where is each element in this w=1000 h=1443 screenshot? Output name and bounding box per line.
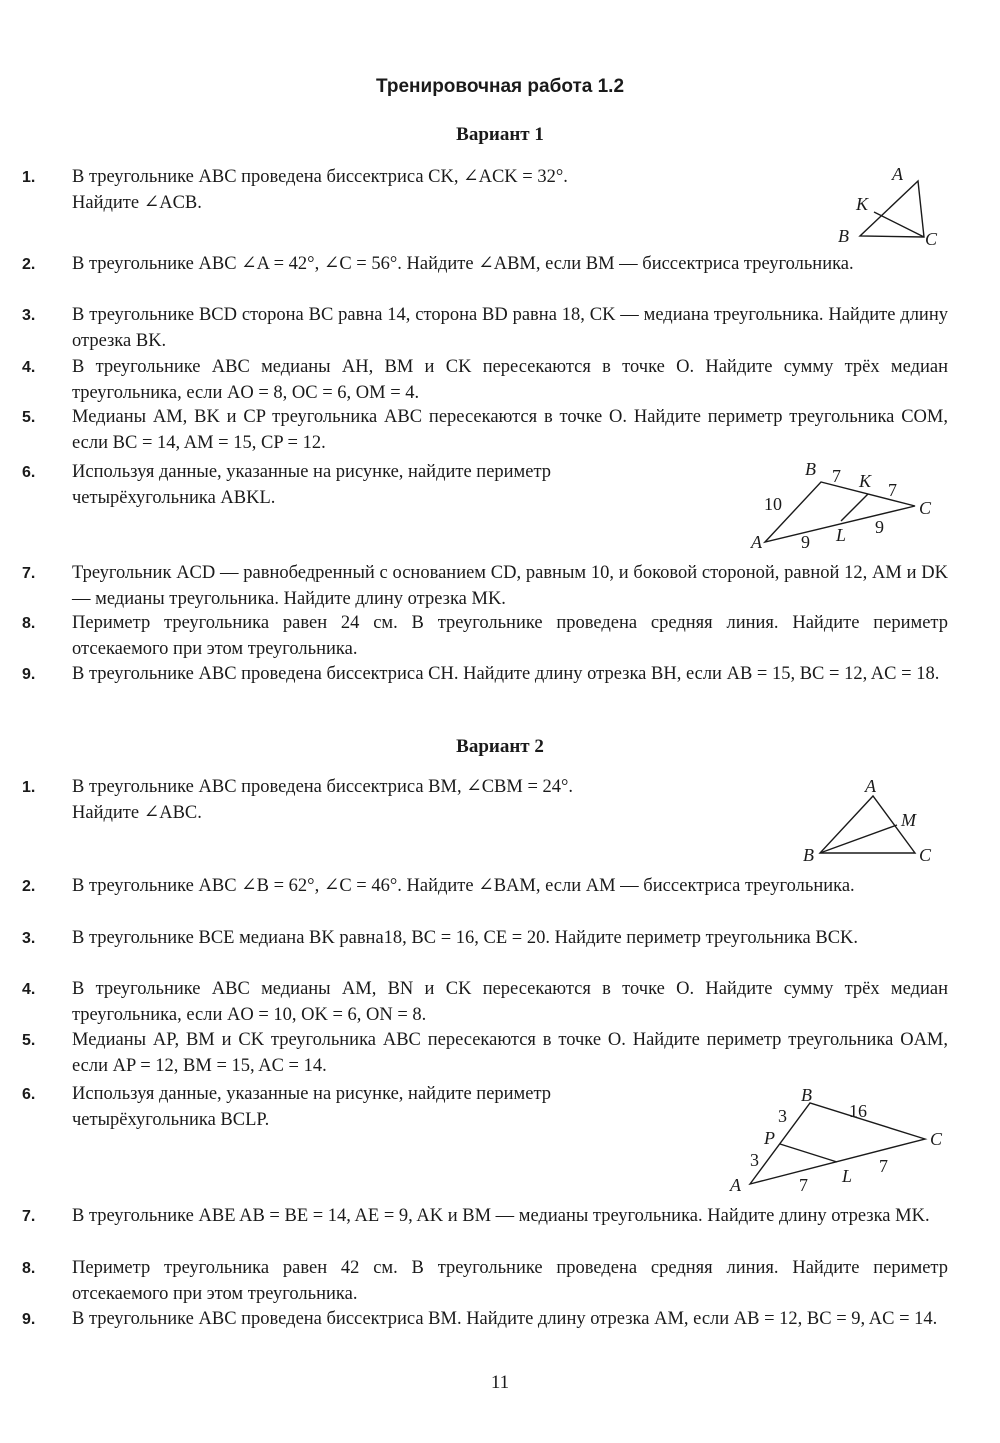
bisector-ck bbox=[874, 212, 924, 237]
problem-text: Медианы AM, BK и CP треугольника ABC пересекаются в точке O. Найдите периметр треугольника COM, если BC = 14, AM = 15, CP = 12. bbox=[72, 407, 948, 453]
label-lc: 7 bbox=[879, 1156, 888, 1176]
label-b: B bbox=[801, 1085, 812, 1105]
problem-number: 2. bbox=[22, 256, 36, 273]
label-bp: 3 bbox=[778, 1106, 787, 1126]
problem-text: В треугольнике ABC проведена биссектриса CH. Найдите длину отрезка BH, если AB = 15, BC = 12, AC = 18. bbox=[72, 664, 940, 684]
problem-number: 1. bbox=[22, 169, 36, 186]
label-kc: 7 bbox=[888, 480, 897, 500]
problem-number: 6. bbox=[22, 1086, 36, 1103]
label-bc: 16 bbox=[849, 1101, 867, 1121]
problem-number: 2. bbox=[22, 878, 36, 895]
label-bk: 7 bbox=[832, 466, 841, 486]
label-a: A bbox=[865, 776, 876, 796]
bisector-bm bbox=[820, 825, 897, 853]
label-al: 7 bbox=[799, 1175, 808, 1195]
problem-number: 5. bbox=[22, 1032, 36, 1049]
problem-text-line: Используя данные, указанные на рисунке, найдите периметр bbox=[72, 1084, 552, 1104]
label-b: B bbox=[803, 845, 814, 865]
label-k: K bbox=[856, 194, 869, 214]
problem-number: 7. bbox=[22, 1208, 36, 1225]
problem-text: В треугольнике BCD сторона BC равна 14, сторона BD равна 18, CK — медиана треугольника. Найдите длину отрезка BK. bbox=[72, 305, 948, 351]
problem-text-line: четырёхугольника BCLP. bbox=[72, 1109, 270, 1130]
label-b: B bbox=[838, 226, 849, 246]
problem-text: В треугольнике ABE AB = BE = 14, AE = 9, AK и BM — медианы треугольника. Найдите длину отрезка MK. bbox=[72, 1206, 930, 1226]
page-title: Тренировочная работа 1.2 bbox=[375, 76, 625, 97]
problem-text-line: Найдите ∠ACB. bbox=[72, 192, 202, 213]
problem-number: 8. bbox=[22, 1260, 36, 1277]
label-ab: 10 bbox=[764, 494, 782, 514]
segment-kl bbox=[841, 494, 868, 521]
problem-text-line: Найдите ∠ABC. bbox=[72, 802, 202, 823]
problem-number: 7. bbox=[22, 565, 36, 582]
label-c: C bbox=[919, 845, 932, 865]
label-lc: 9 bbox=[875, 517, 884, 537]
problem-number: 6. bbox=[22, 464, 36, 481]
problem-number: 5. bbox=[22, 409, 36, 426]
problem-text: Медианы AP, BM и CK треугольника ABC пересекаются в точке O. Найдите периметр треугольника OAM, если AP = 12, BM = 15, AC = 14. bbox=[72, 1030, 948, 1076]
problem-text-line: В треугольнике ABC проведена биссектриса CK, ∠ACK = 32°. bbox=[72, 167, 568, 187]
problem-number: 4. bbox=[22, 359, 36, 376]
v2-fig1-triangle bbox=[795, 772, 945, 872]
variant-1-heading: Вариант 1 bbox=[456, 124, 544, 145]
problem-text: В треугольнике ABC ∠A = 42°, ∠C = 56°. Найдите ∠ABM, если BM — биссектриса треугольника. bbox=[72, 254, 854, 274]
problem-text: Треугольник ACD — равнобедренный с основанием CD, равным 10, и боковой стороной, равной 12, AM и DK — медианы треугольника. Найдите длину отрезка MK. bbox=[72, 563, 948, 609]
label-c: C bbox=[930, 1129, 943, 1149]
label-l: L bbox=[842, 1166, 853, 1186]
page-number: 11 bbox=[490, 1372, 510, 1393]
problem-text: Периметр треугольника равен 24 см. В треугольнике проведена средняя линия. Найдите периметр отсекаемого при этом треугольника. bbox=[72, 613, 948, 659]
problem-text: В треугольнике BCE медиана BK равна18, BC = 16, CE = 20. Найдите периметр треугольника BCK. bbox=[72, 928, 859, 948]
triangle-abc bbox=[750, 1103, 925, 1184]
segment-pl bbox=[780, 1144, 837, 1162]
variant-2-heading: Вариант 2 bbox=[456, 736, 544, 757]
triangle-abc bbox=[860, 181, 924, 237]
label-m: M bbox=[901, 810, 916, 830]
label-b: B bbox=[805, 459, 816, 479]
problem-text: В треугольнике ABC медианы AM, BN и CK пересекаются в точке O. Найдите сумму трёх медиан треугольника, если AO = 10, OK = 6, ON = 8. bbox=[72, 979, 948, 1025]
label-a: A bbox=[892, 164, 903, 184]
problem-number: 1. bbox=[22, 779, 36, 796]
label-a: A bbox=[730, 1175, 741, 1195]
label-a: A bbox=[751, 532, 762, 552]
v1-fig1-triangle bbox=[830, 160, 950, 252]
problem-text-line: Используя данные, указанные на рисунке, найдите периметр bbox=[72, 462, 552, 482]
problem-number: 3. bbox=[22, 307, 36, 324]
label-k: K bbox=[859, 471, 872, 491]
problem-number: 9. bbox=[22, 666, 36, 683]
problem-number: 4. bbox=[22, 981, 36, 998]
problem-text-line: четырёхугольника ABKL. bbox=[72, 487, 276, 508]
v2-fig6-quadrilateral bbox=[725, 1084, 950, 1199]
problem-text-line: В треугольнике ABC проведена биссектриса BM, ∠CBM = 24°. bbox=[72, 777, 574, 797]
problem-number: 9. bbox=[22, 1311, 36, 1328]
label-p: P bbox=[764, 1128, 775, 1148]
v1-fig6-quadrilateral bbox=[745, 458, 945, 558]
problem-number: 3. bbox=[22, 930, 36, 947]
problem-text: В треугольнике ABC ∠B = 62°, ∠C = 46°. Найдите ∠BAM, если AM — биссектриса треугольника. bbox=[72, 876, 855, 896]
problem-text: Периметр треугольника равен 42 см. В треугольнике проведена средняя линия. Найдите периметр отсекаемого при этом треугольника. bbox=[72, 1258, 948, 1304]
label-pa: 3 bbox=[750, 1150, 759, 1170]
label-l: L bbox=[836, 525, 847, 545]
problem-text: В треугольнике ABC медианы AH, BM и CK пересекаются в точке O. Найдите сумму трёх медиан треугольника, если AO = 8, OC = 6, OM = 4. bbox=[72, 357, 948, 403]
problem-text: В треугольнике ABC проведена биссектриса BM. Найдите длину отрезка AM, если AB = 12, BC = 9, AC = 14. bbox=[72, 1309, 938, 1329]
label-c: C bbox=[919, 498, 932, 518]
problem-number: 8. bbox=[22, 615, 36, 632]
label-c: C bbox=[925, 229, 938, 249]
label-al: 9 bbox=[801, 532, 810, 552]
